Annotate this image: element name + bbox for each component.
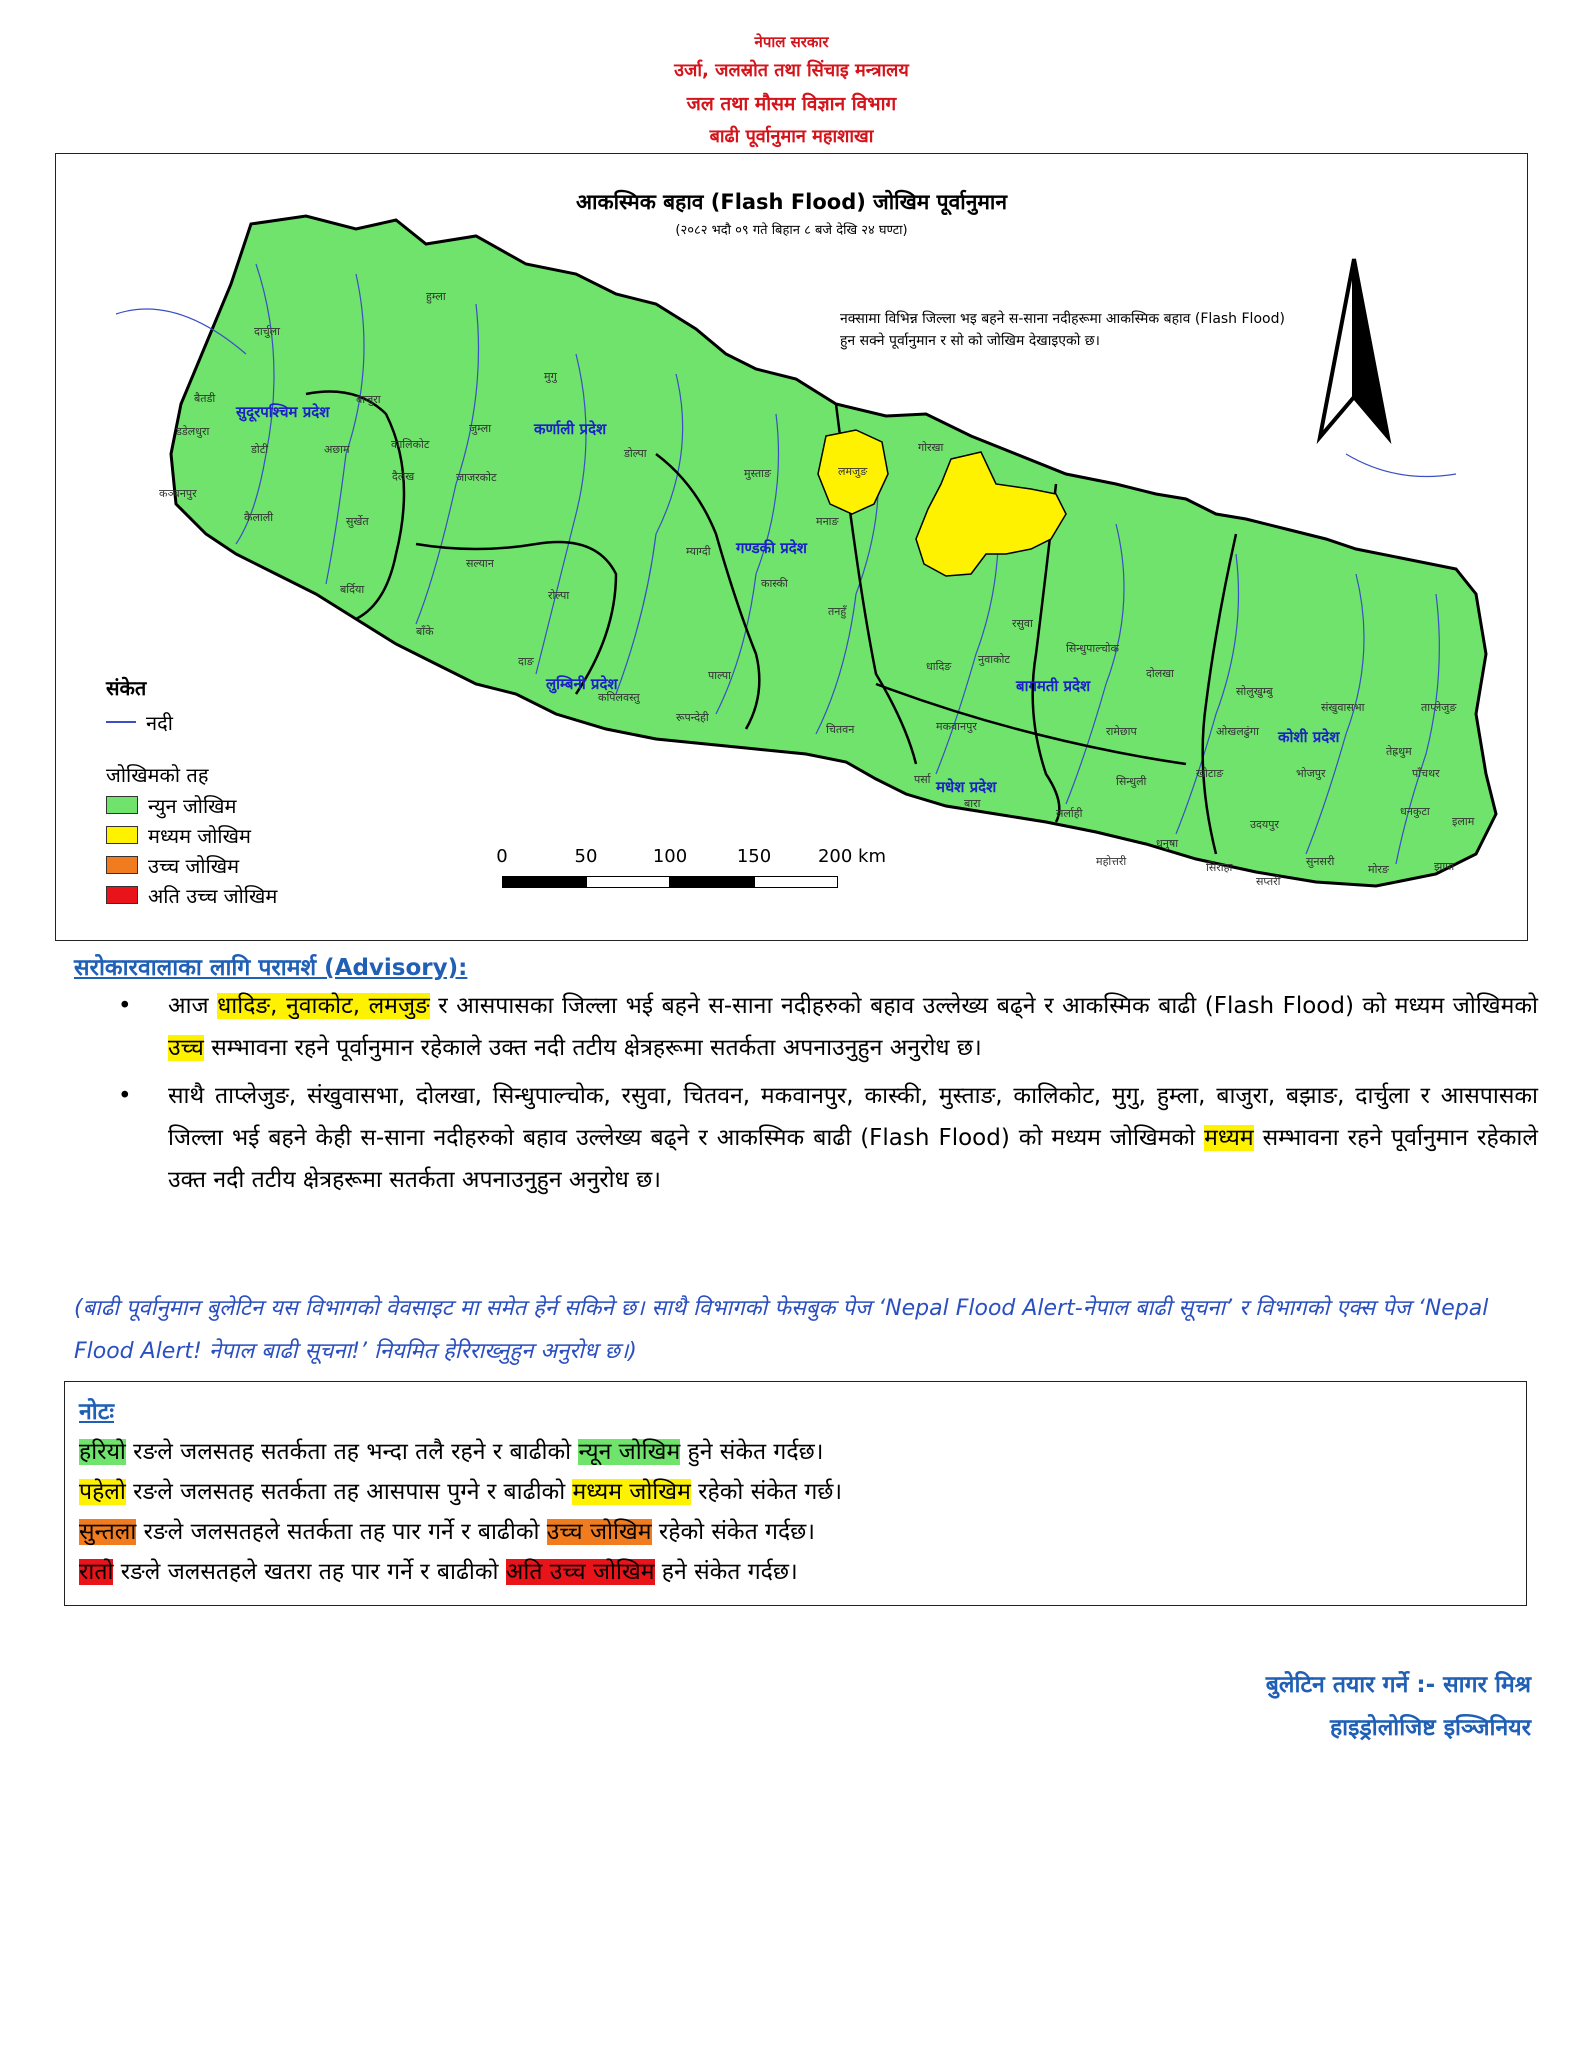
text-segment: र आसपासका जिल्ला भई बहने स-साना नदीहरुको बहाव उल्लेख्य बढ्ने र आकस्मिक बाढी (Flash Flood) को मध्यम जोखिमको: [429, 993, 1538, 1019]
district-label: कपिलवस्तु: [598, 691, 640, 704]
province-label: सुदूरपश्चिम प्रदेश: [236, 403, 330, 421]
district-label: अछाम: [324, 443, 350, 456]
highlight-risk: उच्च: [168, 1035, 204, 1061]
district-label: बारा: [964, 797, 981, 810]
legend-item: [106, 850, 277, 880]
district-label: नुवाकोट: [978, 653, 1010, 666]
district-label: डोल्पा: [624, 447, 647, 460]
district-label: सुर्खेत: [346, 515, 369, 528]
risk-term: मध्यम जोखिम: [572, 1479, 691, 1505]
note-line: [79, 1552, 1512, 1592]
text-segment: रङले जलसतह सतर्कता तह भन्दा तलै रहने र बाढीको: [125, 1439, 579, 1465]
text-segment: हुने संकेत गर्दछ।: [680, 1439, 824, 1465]
map-title: आकस्मिक बहाव (Flash Flood) जोखिम पूर्वानुमान: [575, 190, 1008, 214]
district-label: सल्यान: [466, 557, 494, 570]
text-segment: रहेको संकेत गर्दछ।: [651, 1519, 816, 1545]
scale-segment: [586, 876, 670, 888]
risk-term: उच्च जोखिम: [546, 1519, 652, 1545]
district-label: दाङ: [518, 655, 534, 668]
highlight-risk: मध्यम: [1204, 1125, 1254, 1151]
district-label: हुम्ला: [426, 290, 446, 303]
legend-river-label: नदी: [146, 710, 173, 735]
district-label: मकवानपुर: [936, 720, 977, 733]
map-legend: [106, 674, 277, 910]
division-name: बाढी पूर्वानुमान महाशाखा: [709, 126, 874, 147]
district-label: सिन्धुली: [1116, 775, 1147, 788]
district-label: तनहुँ: [828, 605, 847, 618]
district-label: बैतडी: [194, 392, 216, 405]
district-label: डडेलधुरा: [176, 425, 210, 438]
province-label: मधेश प्रदेश: [936, 778, 997, 796]
district-label: बर्दिया: [340, 583, 365, 596]
province-label: कर्णाली प्रदेश: [534, 420, 607, 438]
map-description: नक्सामा विभिन्न जिल्ला भइ बहने स-साना नदीहरूमा आकस्मिक बहाव (Flash Flood) हुन सक्ने पूर्वानुमान र सो को जोखिम देखाइएको छ।: [840, 311, 1285, 349]
district-label: भोजपुर: [1296, 767, 1326, 780]
note-line: [79, 1432, 1512, 1472]
district-label: दोलखा: [1146, 667, 1174, 680]
province-label: गण्डकी प्रदेश: [736, 539, 807, 557]
district-label: धनकुटा: [1400, 805, 1430, 818]
north-arrow-icon: [1320, 259, 1388, 437]
district-label: मुस्ताङ: [744, 467, 771, 480]
district-label: डोटी: [251, 443, 269, 456]
district-label: धनुषा: [1156, 837, 1179, 850]
district-label: रूपन्देही: [676, 711, 709, 724]
district-label: मोरङ: [1368, 863, 1389, 876]
legend-swatch: [106, 856, 138, 874]
legend-river: [106, 707, 277, 737]
text-segment: आज: [168, 993, 218, 1019]
text-segment: सम्भावना रहने पूर्वानुमान रहेकाले उक्त नदी तटीय क्षेत्रहरूमा सतर्कता अपनाउनुहुन अनुरोध छ।: [203, 1035, 982, 1061]
district-label: रोल्पा: [548, 589, 570, 602]
note-heading: नोटः: [79, 1399, 114, 1425]
district-label: मुगु: [544, 370, 557, 383]
district-label: दार्चुला: [254, 325, 280, 338]
province-label: लुम्बिनी प्रदेश: [546, 675, 618, 693]
legend-item: [106, 790, 277, 820]
district-label: कास्की: [761, 577, 788, 590]
scale-label: 150: [736, 846, 772, 867]
district-label: जुम्ला: [469, 422, 492, 435]
text-segment: साथै ताप्लेजुङ, संखुवासभा, दोलखा, सिन्धुपाल्चोक, रसुवा, चितवन, मकवानपुर, कास्की, मुस्ताङ, कालिकोट, मुगु, हुम्ला, बाजुरा, बझाङ, दार्चुला र आसपासका जिल्ला भई बहने केही स-साना नदीहरुको बहाव उल्लेख्य बढ्ने र आकस्मिक बाढी (Flash Flood) को मध्यम जोखिमको: [168, 1083, 1538, 1151]
color-word: रातो: [79, 1559, 114, 1585]
department-name: जल तथा मौसम विज्ञान विभाग: [686, 93, 897, 115]
scale-label: 100: [652, 846, 688, 867]
text-segment: सम्भावना रहने पूर्वानुमान रहेकाले उक्त नदी तटीय क्षेत्रहरूमा सतर्कता अपनाउनुहुन अनुरोध छ।: [168, 1125, 1538, 1193]
risk-term: अति उच्च जोखिम: [505, 1559, 655, 1585]
highlight-districts: धादिङ, नुवाकोट, लमजुङ: [217, 993, 430, 1019]
district-label: ओखलढुंगा: [1216, 725, 1259, 738]
color-word: पहेलो: [79, 1479, 126, 1505]
district-label: धादिङ: [926, 660, 952, 673]
district-label: सर्लाही: [1056, 807, 1083, 820]
prepared-by: बुलेटिन तयार गर्ने :- सागर मिश्र: [1265, 1672, 1531, 1698]
flash-flood-map: [55, 153, 1528, 941]
ministry-name: उर्जा, जलस्रोत तथा सिंचाइ मन्त्रालय: [674, 60, 909, 81]
district-label: पाँचथर: [1412, 767, 1440, 780]
district-label: कैलाली: [244, 511, 274, 524]
district-label: बाँके: [416, 625, 434, 638]
district-label: सप्तरी: [1256, 875, 1281, 888]
color-word: हरियो: [79, 1439, 126, 1465]
legend-risk-title: जोखिमको तह: [106, 763, 209, 787]
scale-segment: [670, 876, 754, 888]
preparer-title: हाइड्रोलोजिष्ट इञ्जिनियर: [1329, 1715, 1531, 1741]
district-label: बाजुरा: [356, 393, 381, 406]
district-label: उदयपुर: [1250, 818, 1279, 831]
district-label: पाल्पा: [708, 669, 731, 682]
advisory-bullet: [108, 985, 1538, 1069]
legend-item: [106, 880, 277, 910]
district-label: दैलेख: [392, 470, 415, 483]
text-segment: रङले जलसतह सतर्कता तह आसपास पुग्ने र बाढीको: [125, 1479, 573, 1505]
advisory-heading: सरोकारवालाका लागि परामर्श (Advisory):: [74, 955, 468, 981]
text-segment: रहेको संकेत गर्छ।: [690, 1479, 843, 1505]
legend-item-label: न्युन जोखिम: [148, 793, 237, 818]
legend-swatch: [106, 796, 138, 814]
district-label: सोलुखुम्बु: [1236, 685, 1273, 698]
text-segment: हने संकेत गर्दछ।: [654, 1559, 798, 1585]
district-label: महोत्तरी: [1096, 855, 1127, 868]
legend-item-label: उच्च जोखिम: [148, 853, 240, 878]
scale-segment: [754, 876, 838, 888]
scale-segment: [502, 876, 586, 888]
note-line: [79, 1512, 1512, 1552]
scale-label: 200 km: [817, 846, 887, 867]
district-label: कञ्चनपुर: [159, 487, 197, 500]
district-label: तेह्रथुम: [1386, 745, 1412, 758]
district-label: संखुवासभा: [1321, 701, 1365, 714]
district-label: लमजुङ: [838, 465, 868, 478]
legend-item-label: मध्यम जोखिम: [148, 823, 251, 848]
text-segment: रङले जलसतहले खतरा तह पार गर्ने र बाढीको: [113, 1559, 506, 1585]
advisory-list: [108, 985, 1538, 1207]
province-label: कोशी प्रदेश: [1278, 728, 1340, 746]
river-line-icon: [106, 721, 136, 723]
legend-swatch: [106, 886, 138, 904]
note-box: [64, 1381, 1527, 1606]
govt-name: नेपाल सरकार: [754, 33, 829, 51]
district-label: ताप्लेजुङ: [1421, 701, 1457, 714]
district-label: गोरखा: [918, 441, 944, 454]
district-label: सुनसरी: [1306, 855, 1335, 868]
district-label: चितवन: [826, 723, 855, 736]
district-label: खोटाङ: [1196, 767, 1224, 780]
risk-term: न्यून जोखिम: [578, 1439, 681, 1465]
district-label: रामेछाप: [1106, 725, 1137, 738]
bulletin-info-note: (बाढी पूर्वानुमान बुलेटिन यस विभागको वेवसाइट मा समेत हेर्न सकिने छ। साथै विभागको फेसबुक पेज ‘Nepal Flood Alert-नेपाल बाढी सूचना’ र विभागको एक्स पेज ‘Nepal Flood Alert! नेपाल बाढी सूचना!’ नियमित हेरिराख्नुहुन अनुरोध छ।): [74, 1296, 1489, 1364]
district-label: कालिकोट: [391, 438, 430, 451]
legend-item: [106, 820, 277, 850]
district-label: सिराहा: [1206, 861, 1233, 874]
color-word: सुन्तला: [79, 1519, 137, 1545]
district-label: पर्सा: [914, 773, 931, 786]
legend-item-label: अति उच्च जोखिम: [148, 883, 278, 908]
district-label: झापा: [1434, 860, 1455, 873]
map-subtitle: (२०८२ भदौ ०९ गते बिहान ८ बजे देखि २४ घण्टा): [675, 223, 908, 238]
district-label: म्याग्दी: [686, 545, 711, 558]
district-label: इलाम: [1452, 815, 1475, 828]
district-label: रसुवा: [1012, 617, 1033, 630]
note-line: [79, 1472, 1512, 1512]
scale-label: 0: [496, 846, 508, 867]
district-label: सिन्धुपाल्चोक: [1066, 642, 1119, 655]
legend-title: संकेत: [106, 676, 147, 700]
text-segment: रङले जलसतहले सतर्कता तह पार गर्ने र बाढीको: [136, 1519, 547, 1545]
district-label: मनाङ: [816, 515, 839, 528]
district-label: जाजरकोट: [456, 471, 497, 484]
legend-swatch: [106, 826, 138, 844]
advisory-bullet: [108, 1075, 1538, 1201]
province-label: बागमती प्रदेश: [1016, 677, 1091, 695]
scale-label: 50: [574, 846, 598, 867]
